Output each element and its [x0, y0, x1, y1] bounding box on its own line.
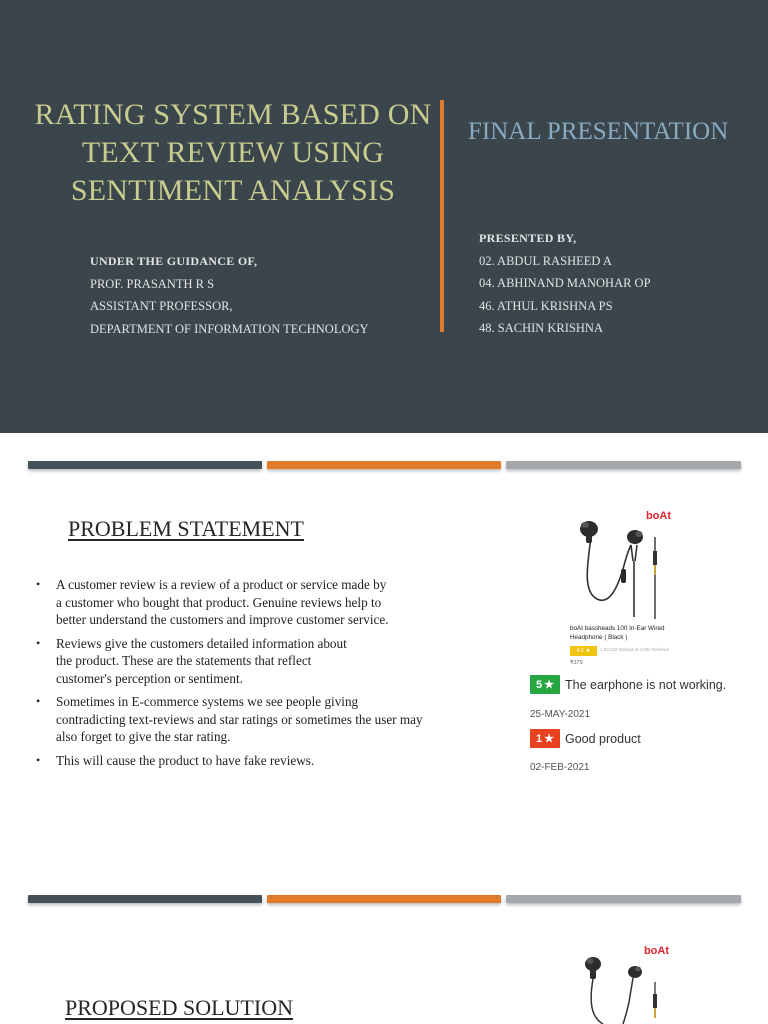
bullet-line: contradicting text-reviews and star ratings or sometimes the user may — [56, 711, 423, 727]
presenter-name: 04. ABHINAND MANOHAR OP — [479, 276, 651, 291]
presenters-block — [479, 227, 651, 340]
decorative-bars — [28, 895, 741, 903]
orange-divider — [440, 100, 444, 332]
bullet-line: • Sometimes in E-commerce systems we see people giving — [56, 694, 359, 709]
guide-name: PROF. PRASANTH R S — [90, 276, 215, 291]
presentation-subtitle: FINAL PRESENTATION — [468, 118, 729, 145]
bullet-item — [36, 693, 476, 746]
product-name: boAt bassheads 100 In-Ear Wired Headphone ( Black ) — [570, 625, 665, 641]
guidance-heading: UNDER THE GUIDANCE OF, — [90, 254, 258, 268]
title-line: SENTIMENT ANALYSIS — [70, 174, 396, 207]
bar-segment-gray — [506, 461, 741, 469]
star-count: 1 — [536, 732, 543, 745]
guide-designation: ASSISTANT PROFESSOR, — [90, 299, 233, 314]
review-text: The earphone is not working. — [565, 677, 727, 692]
bar-segment-orange — [267, 461, 501, 469]
review-text: Good product — [565, 731, 641, 746]
product-price: ₹379 — [570, 660, 583, 666]
bullet-line: • A customer review is a review of a product or service made by — [56, 577, 387, 592]
proposed-solution-heading: PROPOSED SOLUTION — [65, 995, 293, 1020]
bullet-line: a customer who bought that product. Genuine reviews help to — [56, 594, 382, 610]
bullet-line: • Reviews give the customers detailed information about — [56, 635, 347, 651]
guidance-block — [90, 250, 369, 340]
brand-logo: boAt — [645, 510, 671, 522]
presenter-name: 02. ABDUL RASHEED A — [479, 253, 612, 268]
review-row — [530, 729, 641, 748]
bar-segment-orange — [267, 895, 501, 903]
guide-department: DEPARTMENT OF INFORMATION TECHNOLOGY — [90, 321, 369, 336]
bullet-item — [36, 635, 476, 688]
earphones-image — [565, 507, 683, 622]
bullet-item — [36, 576, 476, 629]
title-line: TEXT REVIEW USING — [81, 136, 385, 169]
bullet-line: customer's perception or sentiment. — [56, 670, 243, 686]
presenter-name: 48. SACHIN KRISHNA — [479, 321, 603, 336]
presentation-title — [18, 96, 448, 210]
bar-segment-dark — [28, 461, 262, 469]
brand-logo: boAt — [643, 945, 669, 957]
star-rating-badge — [530, 675, 560, 694]
review-date: 25-MAY-2021 — [530, 709, 591, 720]
product-rating-badge: 4.1 ★ — [570, 646, 597, 656]
problem-statement-heading: PROBLEM STATEMENT — [68, 516, 304, 541]
product-card — [565, 507, 683, 667]
star-icon: ★ — [544, 679, 554, 691]
presenter-name: 46. ATHUL KRISHNA PS — [479, 298, 613, 313]
star-count: 5 — [536, 678, 543, 691]
product-ratings-count: 1,00,222 Ratings & 3,002 Reviews — [600, 647, 670, 652]
bullet-line: the product. These are the statements that reflect — [56, 653, 312, 668]
earphones-image — [575, 942, 675, 1024]
star-icon: ★ — [544, 733, 554, 745]
title-slide — [0, 0, 768, 433]
product-image-partial — [575, 942, 675, 1024]
review-date: 02-FEB-2021 — [530, 762, 590, 773]
problem-bullet-list — [36, 576, 476, 775]
presenters-heading: PRESENTED BY, — [479, 231, 577, 245]
title-line: RATING SYSTEM BASED ON — [34, 98, 432, 131]
review-row — [530, 675, 726, 694]
decorative-bars — [28, 461, 741, 469]
star-rating-badge — [530, 729, 560, 748]
bullet-line: • This will cause the product to have fake reviews. — [56, 752, 315, 768]
bar-segment-gray — [506, 895, 741, 903]
bar-segment-dark — [28, 895, 262, 903]
bullet-line: better understand the customers and improve customer service. — [56, 612, 389, 627]
bullet-item — [36, 752, 476, 770]
bullet-line: also forget to give the star rating. — [56, 729, 231, 744]
